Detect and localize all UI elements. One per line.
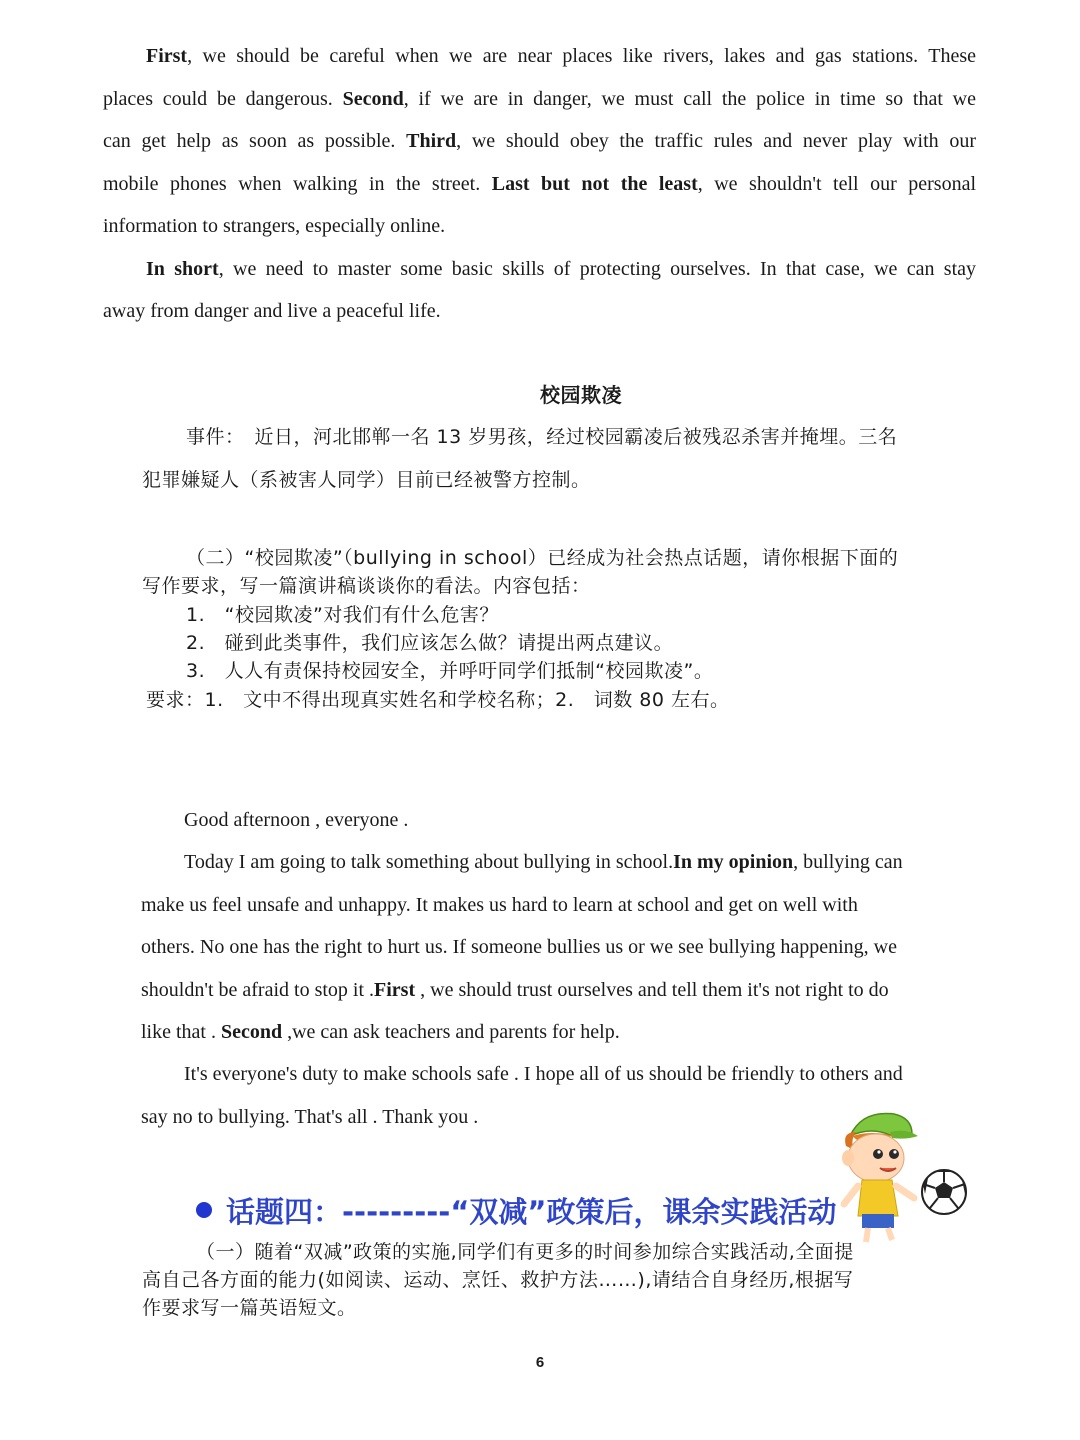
event-line: 事件： 近日，河北邯郸一名 13 岁男孩，经过校园霸凌后被残忍杀害并掩埋。三名 [186, 426, 898, 448]
essay1-line: mobile phones when walking in the street. Last but not the least, we shouldn't tell our personal [103, 173, 976, 195]
speech-line: say no to bullying. That's all . Thank you . [141, 1106, 479, 1128]
page-number: 6 [535, 1354, 545, 1371]
speech-line: Today I am going to talk something about bullying in school.In my opinion, bullying can [184, 851, 903, 873]
section-title: 校园欺凌 [540, 383, 622, 407]
topic4-line: （一）随着“双减”政策的实施,同学们有更多的时间参加综合实践活动,全面提 [196, 1241, 854, 1263]
speech-line: shouldn't be afraid to stop it .First , we should trust ourselves and tell them it's not right to do [141, 979, 889, 1001]
bullet-dot-icon [196, 1202, 212, 1218]
prompt-line: 写作要求，写一篇演讲稿谈谈你的看法。内容包括： [142, 575, 591, 597]
topic4-line: 作要求写一篇英语短文。 [142, 1297, 357, 1319]
prompt-item: 3. 人人有责保持校园安全，并呼吁同学们抵制“校园欺凌”。 [186, 660, 714, 682]
boy-with-soccer-ball-icon [832, 1106, 982, 1246]
essay1-line: information to strangers, especially online. [103, 215, 446, 237]
speech-greeting: Good afternoon , everyone . [184, 809, 409, 831]
topic4-line: 高自己各方面的能力(如阅读、运动、烹饪、救护方法……),请结合自身经历,根据写 [142, 1269, 854, 1291]
essay1-line: places could be dangerous. Second, if we are in danger, we must call the police in time so that we [103, 88, 977, 110]
speech-line: make us feel unsafe and unhappy. It makes us hard to learn at school and get on well with [141, 894, 858, 916]
speech-line: like that . Second ,we can ask teachers and parents for help. [141, 1021, 620, 1043]
essay1-line: can get help as soon as possible. Third, we should obey the traffic rules and never play with our [103, 130, 976, 152]
essay1-line: First, we should be careful when we are near places like rivers, lakes and gas stations. These [146, 45, 976, 67]
speech-line: others. No one has the right to hurt us. If someone bullies us or we see bullying happening, we [141, 936, 897, 958]
topic-heading: 话题四：---------“双减”政策后，课余实践活动 [196, 1190, 836, 1231]
prompt-item: 2. 碰到此类事件，我们应该怎么做？请提出两点建议。 [186, 632, 674, 654]
essay1-line: away from danger and live a peaceful life. [103, 300, 441, 322]
speech-line: It's everyone's duty to make schools safe . I hope all of us should be friendly to others and [184, 1063, 903, 1085]
essay1-line: In short, we need to master some basic skills of protecting ourselves. In that case, we can stay [146, 258, 977, 280]
prompt-item: 1. “校园欺凌”对我们有什么危害？ [186, 604, 499, 626]
prompt-requirement: 要求：1. 文中不得出现真实姓名和学校名称；2. 词数 80 左右。 [146, 689, 730, 711]
prompt-line: （二）“校园欺凌”（bullying in school）已经成为社会热点话题，请你根据下面的 [186, 547, 899, 569]
event-line: 犯罪嫌疑人（系被害人同学）目前已经被警方控制。 [142, 469, 591, 491]
